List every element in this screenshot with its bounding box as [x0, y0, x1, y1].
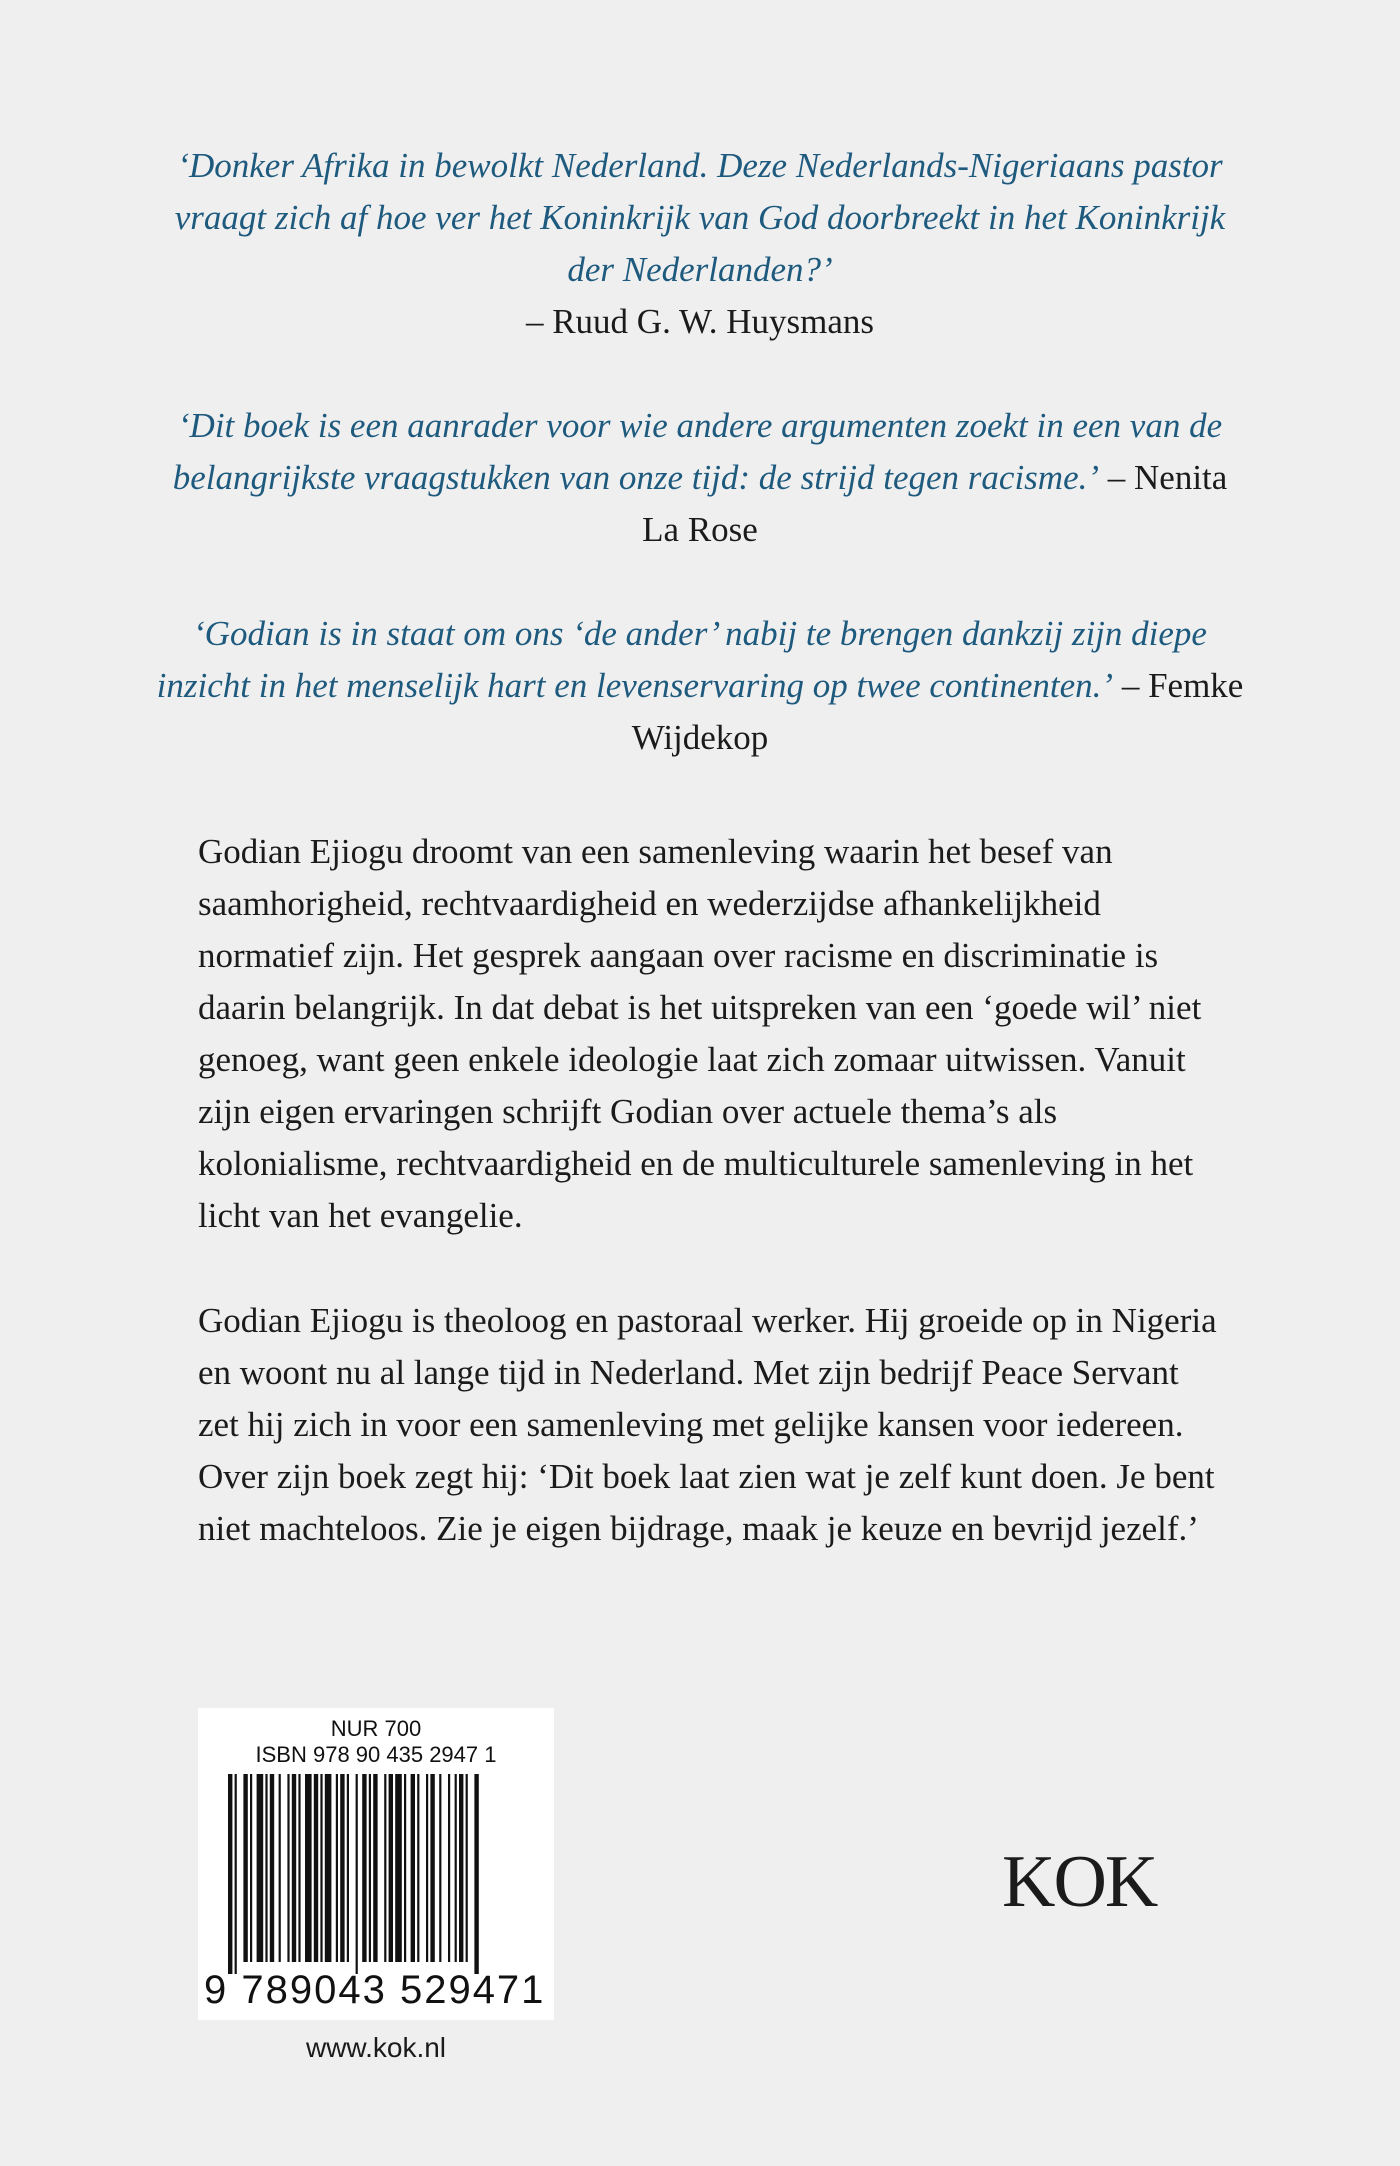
- quotes-section: [150, 140, 1250, 816]
- quote-3-text: ‘Godian is in staat om ons ‘de ander’ nabij te brengen dankzij zijn diepe inzicht in het menselijk hart en levenservaring op twee continenten.’: [156, 614, 1207, 705]
- author-bio-paragraph: Godian Ejiogu is theoloog en pastoraal werker. Hij groeide op in Nigeria en woont nu al lange tijd in Nederland. Met zijn bedrijf Peace Servant zet hij zich in voor een samenleving met gelijke kansen voor iedereen. Over zijn boek zegt hij: ‘Dit boek laat zien wat je zelf kunt doen. Je bent niet machteloos. Zie je eigen bijdrage, maak je keuze en bevrijd jezelf.’: [198, 1301, 1217, 1548]
- description-paragraph: Godian Ejiogu droomt van een samenleving waarin het besef van saamhorigheid, rechtvaardigheid en wederzijdse afhankelijkheid normatief zijn. Het gesprek aangaan over racisme en discriminatie is daarin belangrijk. In dat debat is het uitspreken van een ‘goede wil’ niet genoeg, want geen enkele ideologie laat zich zomaar uitwissen. Vanuit zijn eigen ervaringen schrijft Godian over actuele thema’s als kolonialisme, rechtvaardigheid en de multiculturele samenleving in het licht van het evangelie.: [198, 832, 1202, 1235]
- isbn-number: ISBN 978 90 435 2947 1: [255, 1742, 497, 1767]
- barcode-label: [198, 1708, 554, 2020]
- quote-1-author: – Ruud G. W. Huysmans: [525, 302, 875, 341]
- publisher-logo: KOK: [1002, 1841, 1157, 1923]
- quote-3: [150, 608, 1250, 764]
- quote-3-author: – Femke Wijdekop: [631, 666, 1244, 757]
- quote-1: [150, 140, 1250, 348]
- barcode-digits: 9 789043 529471: [204, 1968, 546, 2012]
- quote-2-author: – Nenita La Rose: [642, 458, 1228, 549]
- quote-2-text: ‘Dit boek is een aanrader voor wie andere argumenten zoekt in een van de belangrijkste vraagstukken van onze tijd: de strijd tegen racisme.’: [172, 406, 1223, 497]
- nur-code: NUR 700: [330, 1716, 422, 1741]
- website-url: www.kok.nl: [305, 2032, 447, 2063]
- book-description: [198, 826, 1218, 1608]
- quote-1-text: ‘Donker Afrika in bewolkt Nederland. Deze Nederlands-Nigeriaans pastor vraagt zich af hoe ver het Koninkrijk van God doorbreekt in het Koninkrijk der Nederlanden?’: [174, 146, 1226, 289]
- quote-2: [150, 400, 1250, 556]
